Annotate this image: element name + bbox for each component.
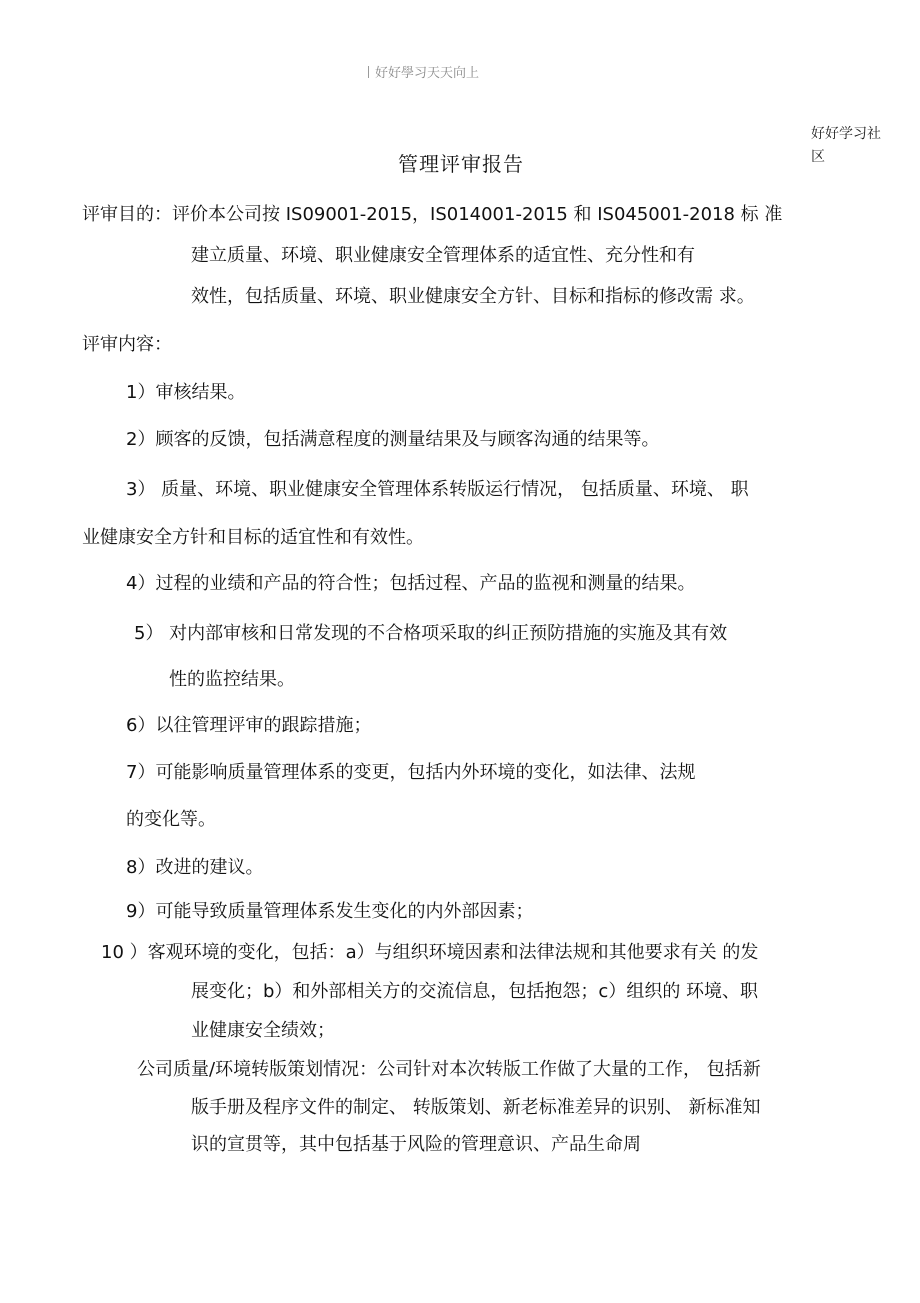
content-item-10-line-1: 10 ）客观环境的变化，包括：a）与组织环境因素和法律法规和其他要求有关 的发: [101, 942, 759, 963]
header-watermark-text: 好好學习天天向上: [375, 66, 480, 81]
content-item-4: 4）过程的业绩和产品的符合性；包括过程、产品的监视和测量的结果。: [126, 573, 696, 594]
purpose-line-3: 效性，包括质量、环境、职业健康安全方针、目标和指标的修改需 求。: [191, 286, 755, 307]
content-item-2: 2）顾客的反馈，包括满意程度的测量结果及与顾客沟通的结果等。: [126, 429, 660, 450]
content-item-3-line-1: 3） 质量、环境、职业健康安全管理体系转版运行情况， 包括质量、环境、 职: [126, 479, 749, 500]
content-heading: 评审内容：: [82, 334, 172, 355]
page-title: 管理评审报告: [398, 152, 524, 176]
header-divider: [368, 66, 369, 78]
side-note: 好好学习社区: [811, 126, 881, 165]
content-item-5-line-2: 性的监控结果。: [169, 669, 295, 690]
content-item-8: 8）改进的建议。: [126, 857, 264, 878]
planning-line-2: 版手册及程序文件的制定、 转版策划、新老标准差异的识别、 新标准知: [191, 1097, 761, 1118]
content-item-6: 6）以往管理评审的跟踪措施；: [126, 715, 372, 736]
content-item-3-line-2: 业健康安全方针和目标的适宜性和有效性。: [82, 527, 424, 548]
content-item-1: 1）审核结果。: [126, 382, 246, 403]
content-item-10-line-3: 业健康安全绩效；: [191, 1020, 335, 1041]
content-item-10-line-2: 展变化；b）和外部相关方的交流信息，包括抱怨；c）组织的 环境、职: [191, 981, 759, 1002]
header-watermark: [368, 62, 479, 81]
planning-line-3: 识的宣贯等，其中包括基于风险的管理意识、产品生命周: [191, 1134, 641, 1155]
content-item-7-line-1: 7）可能影响质量管理体系的变更，包括内外环境的变化，如法律、法规: [126, 762, 696, 783]
content-item-9: 9）可能导致质量管理体系发生变化的内外部因素；: [126, 901, 534, 922]
content-item-7-line-2: 的变化等。: [126, 809, 216, 830]
content-item-5-line-1: 5） 对内部审核和日常发现的不合格项采取的纠正预防措施的实施及其有效: [134, 623, 728, 644]
purpose-line-2: 建立质量、环境、职业健康安全管理体系的适宜性、充分性和有: [191, 245, 695, 266]
planning-line-1: 公司质量/环境转版策划情况：公司针对本次转版工作做了大量的工作， 包括新: [137, 1059, 761, 1080]
purpose-line-1: 评审目的：评价本公司按 IS09001-2015，IS014001-2015 和 IS045001-2018 标 准: [82, 204, 783, 225]
